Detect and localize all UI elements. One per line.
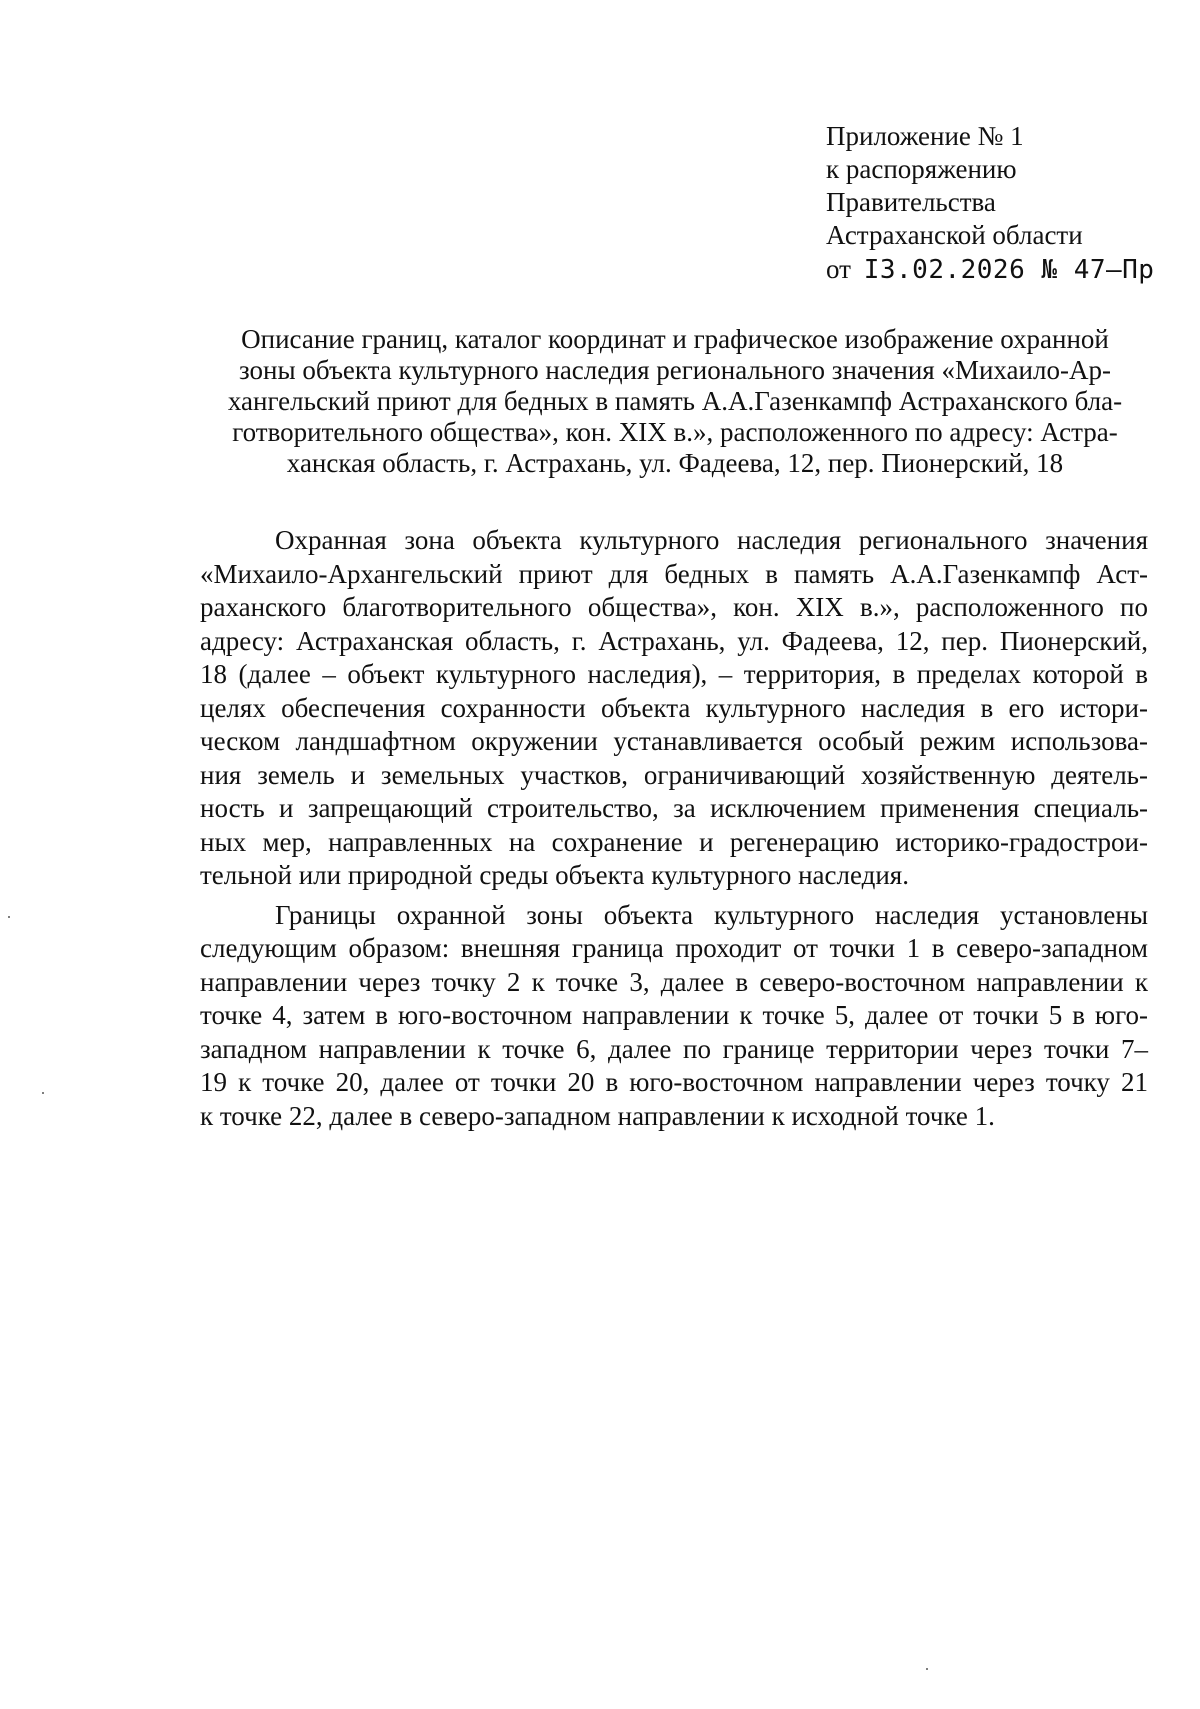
scan-speck xyxy=(8,916,10,918)
scan-speck xyxy=(926,1668,928,1670)
paragraph-line: тельной или природной среды объекта культурного наследия. xyxy=(200,860,909,890)
paragraph-line: западном направлении к точке 6, далее по границе территории через точки 7– xyxy=(200,1033,1148,1064)
paragraph-line: ных мер, направленных на сохранение и регенерацию историко-градострои- xyxy=(200,826,1148,857)
appendix-date-line xyxy=(826,253,1166,287)
title-line: зоны объекта культурного наследия регионального значения «Михаило-Ар- xyxy=(239,355,1111,385)
title-line: Описание границ, каталог координат и графическое изображение охранной xyxy=(241,324,1109,354)
paragraph-line: раханского благотворительного общества», кон. XIX в.», расположенного по xyxy=(200,592,1148,622)
paragraph-line: к точке 22, далее в северо-западном направлении к исходной точке 1. xyxy=(200,1100,995,1131)
appendix-line: Правительства xyxy=(826,187,996,217)
appendix-line: Приложение № 1 xyxy=(826,121,1024,151)
paragraph-line: следующим образом: внешняя граница проходит от точки 1 в северо-западном xyxy=(200,933,1148,963)
paragraph-line: целях обеспечения сохранности объекта культурного наследия в его истори- xyxy=(200,692,1148,723)
document-title xyxy=(200,324,1150,479)
document-body xyxy=(200,524,1148,1133)
paragraph-line: ния земель и земельных участков, ограничивающий хозяйственную деятель- xyxy=(200,759,1148,790)
paragraph-line: ческом ландшафтном окружении устанавливается особый режим использова- xyxy=(200,726,1148,756)
paragraph-line: адресу: Астраханская область, г. Астрахань, ул. Фадеева, 12, пер. Пионерский, xyxy=(200,625,1148,656)
paragraph-line: Охранная зона объекта культурного наследия регионального значения xyxy=(275,525,1148,555)
scan-speck xyxy=(42,1092,44,1094)
title-line: хангельский приют для бедных в память А.А.Газенкампф Астраханского бла- xyxy=(227,386,1123,416)
paragraph-line: Границы охранной зоны объекта культурного наследия установлены xyxy=(275,899,1148,930)
paragraph-line: 18 (далее – объект культурного наследия), – территория, в пределах которой в xyxy=(200,659,1148,689)
appendix-line: Астраханской области xyxy=(826,220,1083,250)
paragraph-line: «Михаило-Архангельский приют для бедных в память А.А.Газенкампф Аст- xyxy=(200,558,1148,589)
paragraph-line: точке 4, затем в юго-восточном направлении к точке 5, далее от точки 5 в юго- xyxy=(200,1000,1148,1030)
appendix-header xyxy=(826,120,1166,287)
date-number-stamp: I3.02.2026 № 47–Пр xyxy=(863,255,1155,285)
paragraph-boundaries xyxy=(200,899,1148,1134)
appendix-line: к распоряжению xyxy=(826,154,1017,184)
paragraph-protection-zone xyxy=(200,524,1148,893)
title-line: ханская область, г. Астрахань, ул. Фадеева, 12, пер. Пионерский, 18 xyxy=(286,448,1064,478)
paragraph-line: 19 к точке 20, далее от точки 20 в юго-восточном направлении через точку 21 xyxy=(200,1067,1148,1097)
date-prefix: от xyxy=(826,254,851,284)
title-line: готворительного общества», кон. XIX в.», расположенного по адресу: Астра- xyxy=(232,417,1118,447)
paragraph-line: направлении через точку 2 к точке 3, далее в северо-восточном направлении к xyxy=(200,966,1148,997)
paragraph-line: ность и запрещающий строительство, за исключением применения специаль- xyxy=(200,793,1148,823)
